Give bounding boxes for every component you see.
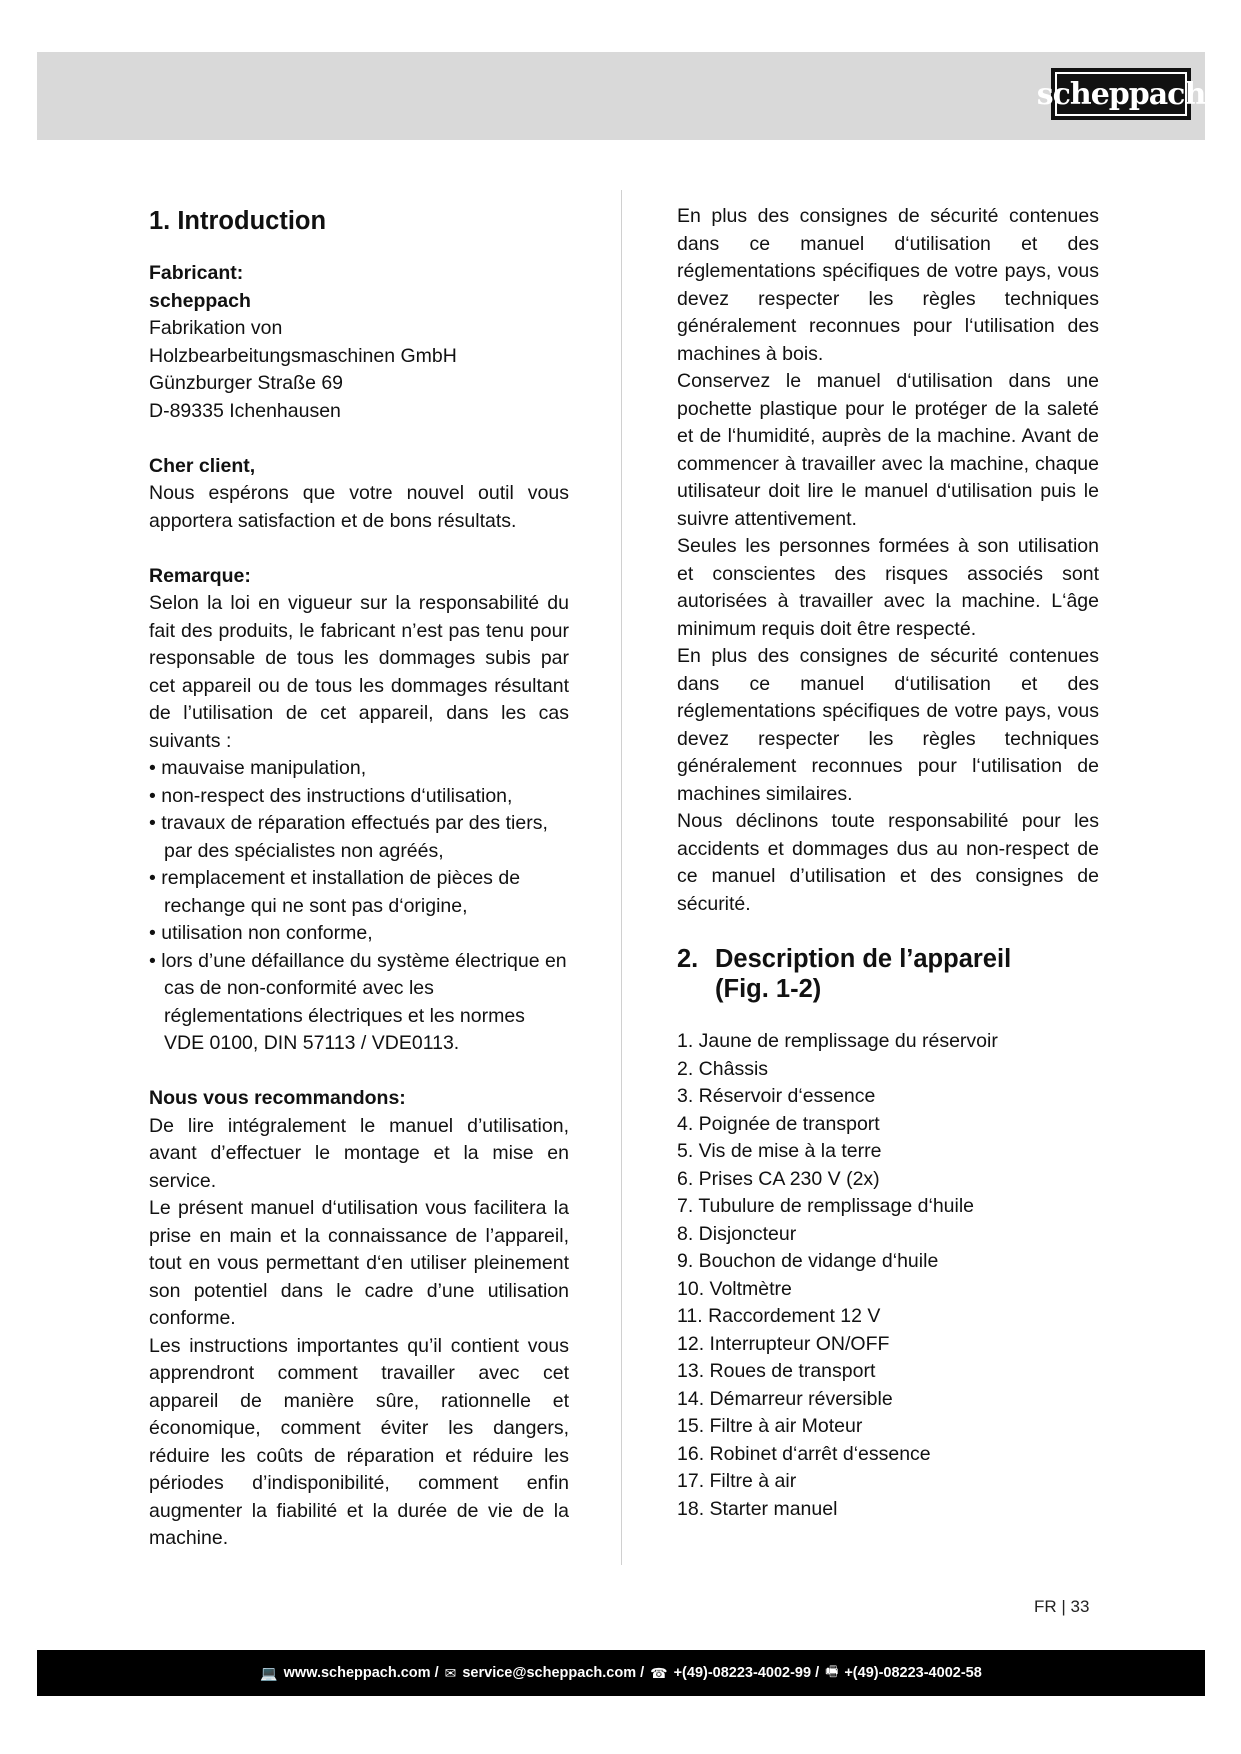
- list-item: 14. Démarreur réversible: [677, 1387, 893, 1410]
- section-heading-description: [677, 944, 1099, 1004]
- list-item: 15. Filtre à air Moteur: [677, 1415, 863, 1437]
- list-item: 4. Poignée de transport: [677, 1112, 880, 1135]
- list-item: 17. Filtre à air: [677, 1470, 797, 1492]
- address-line: Fabrikation von: [149, 317, 283, 339]
- bullet-item: • non-respect des instructions d‘utilisation,: [149, 783, 569, 811]
- list-item: 5. Vis de mise à la terre: [677, 1140, 882, 1162]
- list-item: 10. Voltmètre: [677, 1277, 792, 1300]
- computer-icon: 💻: [260, 1664, 278, 1681]
- header-band: [37, 52, 1205, 140]
- address-line: D-89335 Ichenhausen: [149, 399, 341, 422]
- list-item: 3. Réservoir d‘essence: [677, 1085, 876, 1107]
- client-label: Cher client,: [149, 454, 256, 477]
- recommend-paragraph: Les instructions importantes qu’il contient vous apprendront comment travailler avec cet appareil de manière sûre, rationnelle et économique, comment éviter les dangers, réduire les coûts de réparation et réduire les périodes d’indisponibilité, comment enfin augmenter la fiabilité et la durée de vie de la machine.: [149, 1334, 569, 1549]
- safety-paragraph: En plus des consignes de sécurité contenues dans ce manuel d‘utilisation et des réglementations spécifiques de votre pays, vous devez respecter les règles techniques généralement reconnues pour l‘utilisation des machines à bois.: [677, 205, 1099, 365]
- list-item: 8. Disjoncteur: [677, 1222, 797, 1245]
- parts-list: [677, 1028, 1099, 1523]
- heading-fig-ref: (Fig. 1-2): [715, 975, 822, 1003]
- client-text: Nous espérons que votre nouvel outil vous apportera satisfaction et de bons résultats.: [149, 482, 569, 532]
- phone-icon: ☎: [650, 1664, 668, 1681]
- section-heading-introduction: 1. Introduction: [149, 207, 327, 235]
- footer-website-link[interactable]: www.scheppach.com /: [283, 1665, 439, 1681]
- right-column: [677, 203, 1099, 1523]
- mail-icon: ✉: [444, 1664, 457, 1681]
- list-item: 18. Starter manuel: [677, 1497, 838, 1520]
- page-number: FR | 33: [1034, 1597, 1090, 1616]
- remarque-label: Remarque:: [149, 564, 251, 587]
- footer-email-link[interactable]: service@scheppach.com /: [462, 1665, 645, 1681]
- safety-paragraph: En plus des consignes de sécurité contenues dans ce manuel d‘utilisation et des réglementations spécifiques de votre pays, vous devez respecter les règles techniques généralement reconnues pour l‘utilisation de machines similaires.: [677, 645, 1099, 805]
- safety-paragraph: Nous déclinons toute responsabilité pour les accidents et dommages dus au non-respect de ce manuel d’utilisation et des consignes de sécurité.: [677, 810, 1099, 915]
- fax-icon: 🖷: [825, 1663, 839, 1679]
- list-item: 12. Interrupteur ON/OFF: [677, 1332, 890, 1355]
- safety-paragraph: Seules les personnes formées à son utilisation et conscientes des risques associés sont autorisées à travailler avec la machine. L‘âge minimum requis doit être respecté.: [677, 535, 1099, 640]
- remarque-bullet-list: [149, 755, 569, 1058]
- list-item: 7. Tubulure de remplissage d‘huile: [677, 1195, 975, 1217]
- fabricant-name: scheppach: [149, 289, 251, 312]
- fabricant-label: Fabricant:: [149, 262, 244, 284]
- column-divider: [621, 190, 622, 1565]
- list-item: 2. Châssis: [677, 1057, 769, 1080]
- brand-logo: scheppach: [1051, 68, 1191, 120]
- bullet-item: • remplacement et installation de pièces de rechange qui ne sont pas d‘origine,: [149, 865, 569, 920]
- bullet-item: • travaux de réparation effectués par des tiers, par des spécialistes non agréés,: [149, 810, 569, 865]
- list-item: 13. Roues de transport: [677, 1360, 876, 1382]
- recommend-paragraph: Le présent manuel d‘utilisation vous facilitera la prise en main et la connaissance de l’appareil, tout en vous permettant d‘en utiliser pleinement son potentiel dans le cadre d’une utilisation conforme.: [149, 1197, 569, 1329]
- footer-contact-bar: [37, 1650, 1205, 1696]
- footer-phone: +(49)-08223-4002-99 /: [673, 1665, 820, 1681]
- footer-fax: +(49)-08223-4002-58: [844, 1665, 982, 1681]
- list-item: 11. Raccordement 12 V: [677, 1305, 881, 1327]
- bullet-item: • utilisation non conforme,: [149, 920, 569, 948]
- list-item: 9. Bouchon de vidange d‘huile: [677, 1250, 939, 1272]
- bullet-item: • lors d’une défaillance du système électrique en cas de non-conformité avec les réglementations électriques et les normes VDE 0100, DIN 57113 / VDE0113.: [149, 948, 569, 1058]
- recommend-label: Nous vous recommandons:: [149, 1087, 406, 1109]
- bullet-item: • mauvaise manipulation,: [149, 755, 569, 783]
- list-item: 1. Jaune de remplissage du réservoir: [677, 1030, 998, 1052]
- address-line: Günzburger Straße 69: [149, 372, 344, 394]
- list-item: 16. Robinet d‘arrêt d‘essence: [677, 1442, 931, 1465]
- heading-number: 2.: [677, 945, 699, 973]
- left-column: [149, 203, 569, 1553]
- heading-title: Description de l’appareil: [715, 945, 1012, 973]
- safety-paragraph: Conservez le manuel d‘utilisation dans une pochette plastique pour le protéger de la saleté et de l‘humidité, auprès de la machine. Avant de commencer à travailler avec la machine, chaque utilisateur doit lire le manuel d‘utilisation puis le suivre attentivement.: [677, 370, 1099, 530]
- address-line: Holzbearbeitungsmaschinen GmbH: [149, 344, 457, 367]
- remarque-text: Selon la loi en vigueur sur la responsabilité du fait des produits, le fabricant n’est pas tenu pour responsable de tous les dommages subis par cet appareil ou de tous les dommages résultant de l’utilisation de cet appareil, dans les cas suivants :: [149, 592, 569, 752]
- list-item: 6. Prises CA 230 V (2x): [677, 1167, 880, 1190]
- recommend-paragraph: De lire intégralement le manuel d’utilisation, avant d’effectuer le montage et la mise en service.: [149, 1114, 569, 1192]
